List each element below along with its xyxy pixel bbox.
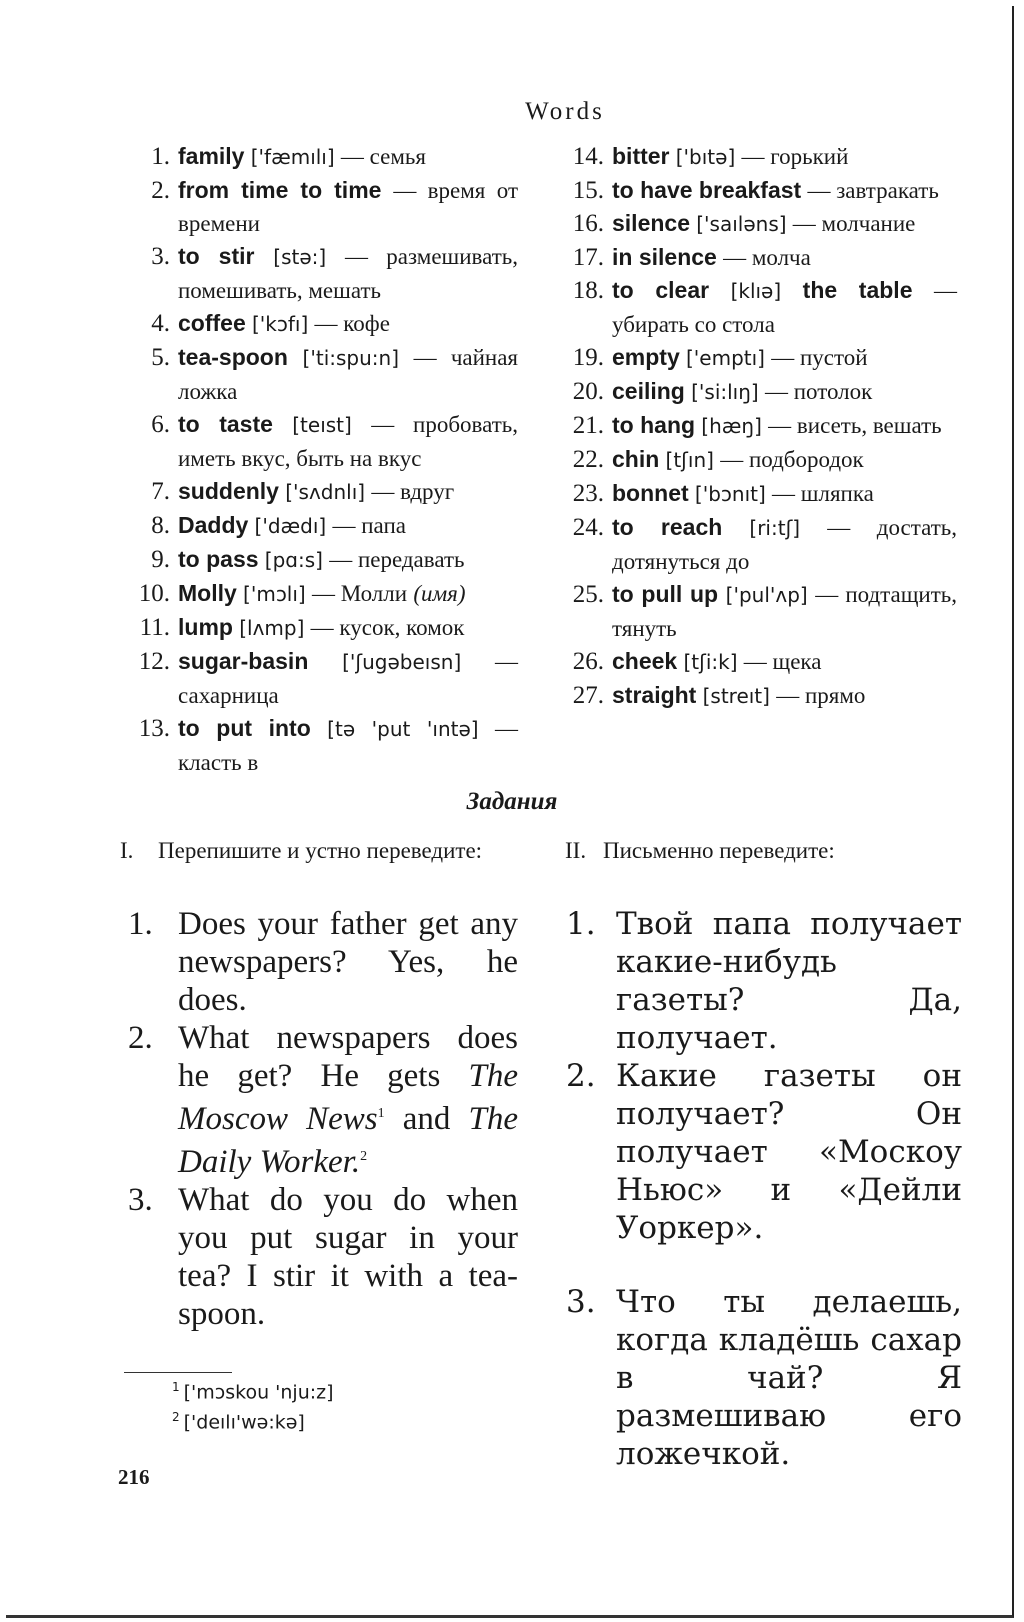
vocab-number: 10. (138, 580, 170, 607)
vocab-body (178, 712, 518, 779)
vocab-body (612, 578, 957, 645)
vocab-entry (552, 578, 957, 645)
vocab-entry (552, 207, 957, 241)
footnote-2 (172, 1410, 305, 1433)
vocab-body (178, 543, 518, 577)
exercise-text: What do you do when you put sugar in your tea? I stir it with a tea-spoon. (178, 1182, 518, 1332)
vocab-entry (552, 409, 957, 443)
vocab-entry (552, 679, 957, 713)
vocab-term: to hang (612, 412, 696, 438)
vocab-term: bitter (612, 143, 670, 169)
vocab-number: 3. (151, 243, 170, 270)
task-2-instruction (565, 835, 965, 866)
vocab-translation: — шляпка (772, 481, 874, 506)
vocab-term: from time to time (178, 177, 382, 203)
vocab-term: in silence (612, 244, 717, 270)
vocab-term: Molly (178, 580, 237, 606)
exercise-text: Does your father get any newspapers? Yes, he does. (178, 906, 518, 1018)
vocab-term: to pass (178, 546, 259, 572)
vocab-body (612, 140, 957, 174)
vocab-term: bonnet (612, 480, 689, 506)
vocab-entry (552, 645, 957, 679)
vocab-column-right (552, 140, 957, 713)
vocab-column-left (118, 140, 518, 779)
vocab-transcription: ['bıtə] (675, 145, 736, 169)
vocab-translation: — пустой (771, 345, 868, 370)
vocab-entry (118, 408, 518, 475)
footnote-rule (124, 1372, 232, 1373)
vocab-transcription: ['emptı] (686, 346, 765, 370)
vocab-number: 19. (572, 344, 604, 371)
exercise-text (178, 1019, 518, 1181)
vocab-translation: — размешивать, помешивать, мешать (178, 244, 519, 303)
vocab-entry (118, 577, 518, 611)
exercise-text: Что ты делаешь, когда кладёшь сахар в чай? Я размешиваю его ложечкой. (616, 1284, 962, 1472)
vocab-transcription: ['ʃugəbeısn] (342, 650, 462, 674)
vocab-body (612, 207, 957, 241)
vocab-body (178, 408, 518, 475)
russian-exercise-2 (566, 1057, 962, 1247)
vocab-body (612, 477, 957, 511)
exercise-text: Какие газеты он получает? Он получает «Москоу Ньюс» и «Дейли Уоркер». (616, 1058, 962, 1246)
vocab-body (178, 475, 518, 509)
vocab-entry (118, 475, 518, 509)
english-exercise-1 (128, 905, 518, 1019)
vocab-translation: — передавать (329, 547, 465, 572)
vocab-number: 21. (572, 412, 604, 439)
exercise-text: Твой папа получает какие-нибудь газеты? Да, получает. (616, 906, 962, 1056)
vocab-translation: — Молли (311, 581, 408, 606)
vocab-body (612, 241, 957, 274)
vocab-entry (552, 241, 957, 274)
vocab-number: 27. (572, 682, 604, 709)
exercise-number: 2. (566, 1058, 596, 1094)
vocab-body (612, 443, 957, 477)
russian-exercise-3 (566, 1283, 962, 1473)
vocab-body (178, 611, 518, 645)
vocab-entry (118, 645, 518, 712)
exercise-number: 2. (128, 1020, 153, 1056)
vocab-translation: — время от времени (178, 178, 519, 236)
vocab-term: to reach (612, 514, 723, 540)
vocab-body (612, 174, 957, 207)
vocab-transcription: [tə 'put 'ıntə] (327, 717, 479, 741)
vocab-entry (552, 443, 957, 477)
vocab-body (612, 679, 957, 713)
vocab-translation: — кусок, комок (310, 615, 465, 640)
footnote-ref: 2 (360, 1149, 368, 1164)
vocab-term: the table (802, 277, 913, 303)
vocab-term: to stir (178, 243, 255, 269)
vocab-number: 20. (572, 378, 604, 405)
task-1-text: Перепишите и устно переведите: (158, 838, 483, 863)
vocab-transcription: [tʃi:k] (683, 650, 738, 674)
vocab-number: 4. (151, 310, 170, 337)
english-exercise-2 (128, 1019, 518, 1181)
vocab-body (178, 174, 518, 240)
vocab-term: empty (612, 344, 680, 370)
vocab-term: tea-spoon (178, 344, 288, 370)
vocab-body (178, 240, 518, 307)
exercise-text-part: What newspapers does he get? He gets (178, 1020, 518, 1094)
vocab-number: 25. (572, 581, 604, 608)
vocab-number: 15. (572, 177, 604, 204)
page-number: 216 (118, 1465, 150, 1489)
footnote-ref: 1 (377, 1106, 385, 1121)
vocab-translation: — подтащить, тянуть (612, 582, 958, 641)
footnote-1 (172, 1380, 334, 1403)
vocab-entry (552, 174, 957, 207)
vocab-transcription: ['mɔlı] (243, 582, 306, 606)
vocab-term: silence (612, 210, 690, 236)
footnote-text: ['mɔskou 'nju:z] (183, 1381, 334, 1404)
vocab-entry (118, 140, 518, 174)
vocab-transcription: ['si:lıŋ] (691, 380, 759, 404)
vocab-translation: — чайная ложка (178, 345, 518, 404)
vocab-entry (552, 375, 957, 409)
words-heading: Words (525, 98, 605, 125)
vocab-term: to put into (178, 715, 311, 741)
vocab-entry (118, 543, 518, 577)
vocab-term: chin (612, 446, 660, 472)
exercise-number: 1. (128, 906, 153, 942)
vocab-transcription: [tʃın] (665, 448, 714, 472)
vocab-translation: — достать, дотянуться до (612, 515, 957, 574)
vocab-transcription: ['kɔfı] (252, 312, 309, 336)
vocab-number: 17. (572, 244, 604, 271)
vocab-transcription: [klıə] (730, 279, 782, 303)
vocab-number: 26. (572, 648, 604, 675)
vocab-term: family (178, 143, 245, 169)
vocab-translation: — убирать со стола (612, 278, 957, 337)
vocab-body (612, 274, 957, 341)
vocab-number: 7. (151, 478, 170, 505)
vocab-term: straight (612, 682, 697, 708)
vocab-translation: — кофе (314, 311, 390, 336)
vocab-transcription: [stə:] (273, 245, 327, 269)
vocab-body (178, 307, 518, 341)
vocab-translation: — семья (340, 144, 426, 169)
vocab-body (178, 509, 518, 543)
vocab-entry (552, 477, 957, 511)
vocab-number: 13. (138, 715, 170, 742)
vocab-transcription: ['pul'ʌp] (725, 583, 808, 607)
vocab-term: sugar-basin (178, 648, 309, 674)
vocab-translation: — молча (723, 245, 811, 270)
vocab-transcription: [teıst] (292, 413, 352, 437)
vocab-number: 6. (151, 411, 170, 438)
vocab-transcription: ['saıləns] (696, 212, 787, 236)
footnote-mark: 1 (172, 1380, 180, 1394)
vocab-body (612, 409, 957, 443)
vocab-entry (118, 509, 518, 543)
vocab-body (178, 645, 518, 712)
russian-exercise-1 (566, 905, 962, 1057)
vocab-entry (118, 712, 518, 779)
footnote-mark: 2 (172, 1410, 180, 1424)
vocab-translation: — подбородок (720, 447, 864, 472)
vocab-term: to taste (178, 411, 273, 437)
vocab-number: 9. (151, 546, 170, 573)
vocab-term: ceiling (612, 378, 685, 404)
vocab-term: lump (178, 614, 233, 640)
vocab-entry (118, 611, 518, 645)
vocab-number: 16. (572, 210, 604, 237)
vocab-number: 12. (138, 648, 170, 675)
vocab-number: 24. (572, 514, 604, 541)
vocab-number: 5. (151, 344, 170, 371)
vocab-transcription: [ri:tʃ] (749, 516, 801, 540)
vocab-body (612, 341, 957, 375)
newspaper-title: The Moscow News (178, 1058, 518, 1137)
english-exercise-3 (128, 1181, 518, 1333)
vocab-body (612, 645, 957, 679)
vocab-term: Daddy (178, 512, 249, 538)
footnote-text: ['deılı'wə:kə] (183, 1411, 305, 1434)
vocab-number: 1. (151, 143, 170, 170)
task-1-number: I. (120, 838, 134, 863)
vocab-transcription: ['sʌdnlı] (285, 480, 366, 504)
vocab-body (612, 375, 957, 409)
vocab-transcription: [pɑ:s] (264, 548, 323, 572)
vocab-translation: — вдруг (371, 479, 455, 504)
vocab-transcription: [hæŋ] (701, 414, 762, 438)
vocab-entry (118, 240, 518, 307)
vocab-entry (118, 307, 518, 341)
vocab-transcription: ['fæmılı] (250, 145, 335, 169)
task-1-instruction (120, 835, 510, 866)
tasks-heading: Задания (466, 788, 558, 815)
vocab-translation: — горький (741, 144, 849, 169)
vocab-term: to clear (612, 277, 710, 303)
vocab-body (178, 577, 518, 611)
vocab-term: to pull up (612, 581, 719, 607)
vocab-body (178, 140, 518, 174)
vocab-transcription: ['ti:spu:n] (302, 346, 399, 370)
vocab-entry (552, 140, 957, 174)
exercise-number: 3. (128, 1182, 153, 1218)
vocab-entry (552, 511, 957, 578)
vocab-entry (118, 174, 518, 240)
vocab-number: 18. (572, 277, 604, 304)
vocab-translation: — пробовать, иметь вкус, быть на вкус (178, 412, 519, 471)
vocab-number: 22. (572, 446, 604, 473)
newspaper-title: The Daily Worker. (178, 1101, 519, 1180)
vocab-note: (имя) (413, 581, 466, 606)
vocab-entry (552, 274, 957, 341)
vocab-translation: — папа (332, 513, 406, 538)
vocab-transcription: [streıt] (702, 684, 770, 708)
vocab-term: to have breakfast (612, 177, 802, 203)
vocab-translation: — прямо (776, 683, 866, 708)
vocab-transcription: [lʌmp] (239, 616, 305, 640)
vocab-number: 11. (139, 614, 170, 641)
english-exercises (128, 905, 518, 1333)
vocab-number: 14. (572, 143, 604, 170)
vocab-number: 8. (151, 512, 170, 539)
vocab-entry (118, 341, 518, 408)
task-2-text: Письменно переведите: (603, 838, 835, 863)
vocab-number: 23. (572, 480, 604, 507)
vocab-translation: — потолок (764, 379, 873, 404)
vocab-translation: — висеть, вешать (768, 413, 942, 438)
vocab-number: 2. (151, 177, 170, 204)
vocab-body (178, 341, 518, 408)
exercise-text-part: and (402, 1101, 451, 1137)
exercise-number: 1. (566, 906, 596, 942)
vocab-translation: — молчание (792, 211, 916, 236)
exercise-number: 3. (566, 1284, 596, 1320)
vocab-translation: — класть в (178, 716, 518, 775)
vocab-translation: — щека (743, 649, 822, 674)
russian-exercises (566, 905, 962, 1473)
vocab-term: suddenly (178, 478, 279, 504)
vocab-translation: — сахарница (178, 649, 518, 708)
vocab-entry (552, 341, 957, 375)
task-2-number: II. (565, 838, 587, 863)
vocab-term: cheek (612, 648, 678, 674)
vocab-transcription: ['dædı] (254, 514, 327, 538)
vocab-translation: — завтракать (807, 178, 939, 203)
vocab-term: coffee (178, 310, 246, 336)
vocab-transcription: ['bɔnıt] (694, 482, 766, 506)
vocab-body (612, 511, 957, 578)
